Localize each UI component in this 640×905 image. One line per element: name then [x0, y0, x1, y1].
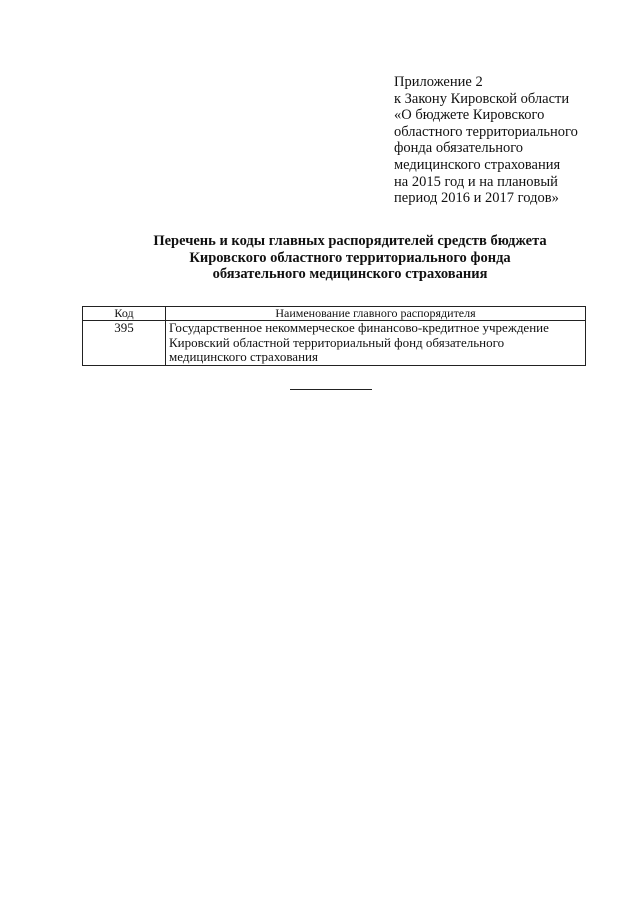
- name-line: медицинского страхования: [169, 349, 318, 364]
- appendix-line: период 2016 и 2017 годов»: [394, 190, 559, 207]
- appendix-block: [394, 74, 614, 207]
- appendix-line: Приложение 2: [394, 74, 483, 90]
- title-line: Кировского областного территориального фонда: [189, 249, 511, 266]
- cell-name: [166, 321, 586, 366]
- appendix-line: фонда обязательного: [394, 140, 524, 157]
- end-rule-divider: [290, 389, 372, 390]
- appendix-line: на 2015 год и на плановый: [394, 173, 558, 190]
- title-line: обязательного медицинского страхования: [212, 266, 488, 283]
- document-title: [60, 233, 640, 283]
- appendix-line: медицинского страхования: [394, 156, 561, 173]
- appendix-line: к Закону Кировской области: [394, 90, 570, 107]
- name-line: Кировский областной территориальный фонд обязательного: [169, 334, 505, 350]
- appendix-line: «О бюджете Кировского: [394, 107, 545, 124]
- table-row: [83, 321, 586, 366]
- distributors-table: [82, 306, 586, 366]
- title-line: Перечень и коды главных распорядителей средств бюджета: [153, 233, 547, 249]
- cell-code: 395: [83, 321, 166, 366]
- name-line: Государственное некоммерческое финансово-кредитное учреждение: [169, 320, 549, 335]
- header-name: Наименование главного распорядителя: [166, 307, 586, 321]
- header-code: Код: [83, 307, 166, 321]
- appendix-line: областного территориального: [394, 123, 578, 140]
- table-header-row: [83, 307, 586, 321]
